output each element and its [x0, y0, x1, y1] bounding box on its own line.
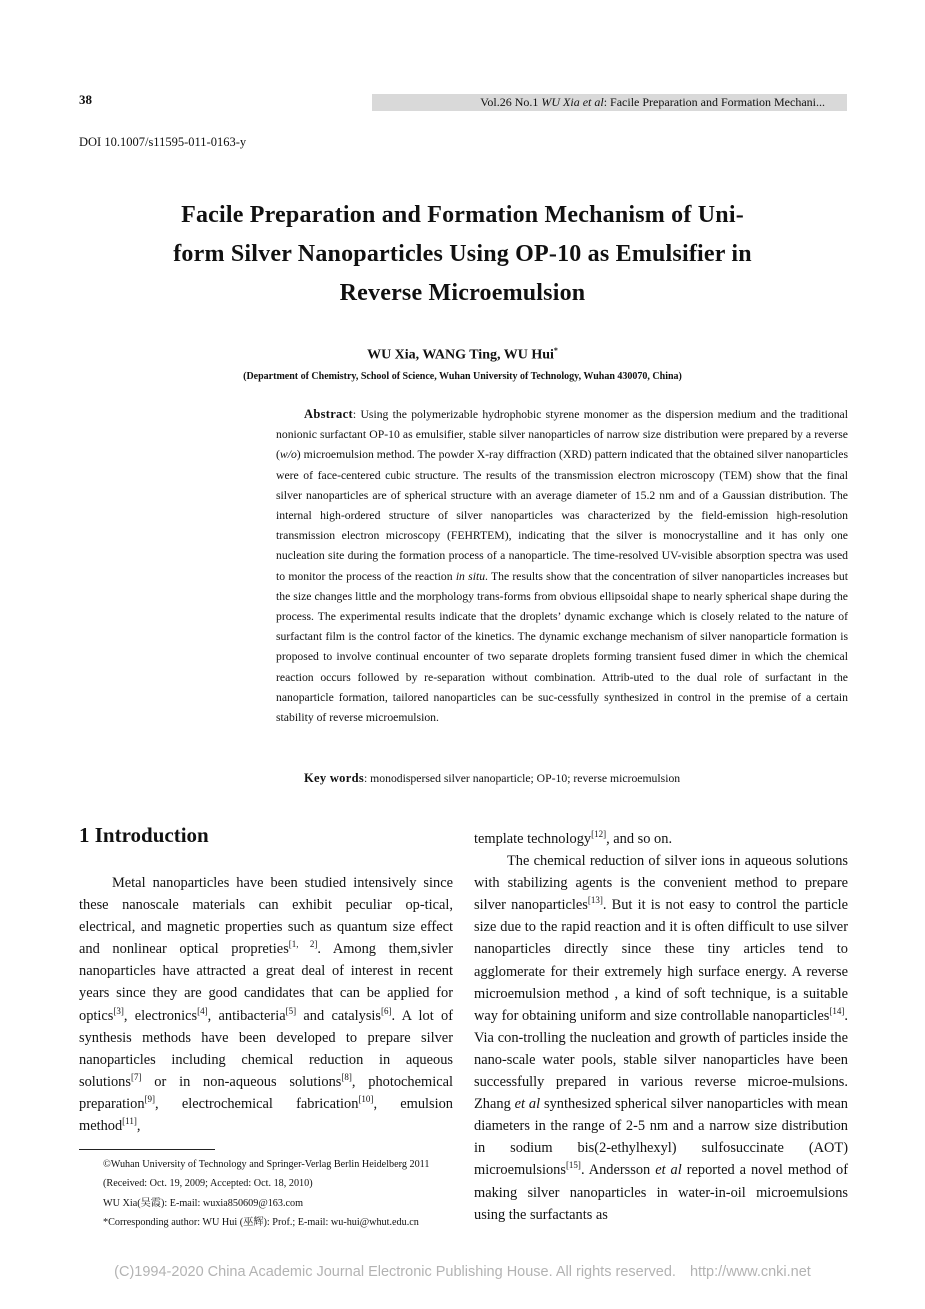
affiliation: (Department of Chemistry, School of Science, Wuhan University of Technology, Wuhan 430070, China): [243, 371, 682, 382]
abstract-text-1: Using the polymerizable hydrophobic styrene monomer as the dispersion medium and the traditional nonionic surfactant OP-10 as emulsifier, stable silver nanoparticles of narrow size distribution were prepared by a reverse (: [276, 408, 848, 462]
section-heading-introduction: 1 Introduction: [79, 823, 209, 847]
body-text: synthesized spherical silver nanoparticles with mean diameters in the range of 2-5 nm and a narrow size distribution in sodium bis(2-ethylhexyl) sulfosuccinate (AOT) microemulsions: [474, 1096, 848, 1179]
body-text: reported a novel method of making silver nanoparticles in water-in-oil microemulsions using the surfactants as: [474, 1162, 848, 1223]
running-head-authors: WU Xia et al: [541, 95, 604, 109]
body-text: and catalysis: [296, 1007, 382, 1024]
body-text: template technology: [474, 831, 592, 847]
footnote-corresponding: *Corresponding author: WU Hui (巫辉): Prof.; E-mail: wu-hui@whut.edu.cn: [103, 1216, 419, 1228]
body-italic: et al: [514, 1096, 541, 1113]
abstract: [276, 404, 848, 728]
footnote-author: WU Xia(吴霞): E-mail: wuxia850609@163.com: [103, 1197, 304, 1209]
body-text: . But it is not easy to control the particle size due to the rapid reaction and it is often difficult to use silver nanoparticles directly since these tiny articles tend to agglomerate for their extremely high surface energy. A reverse microemulsion method , a kind of soft technique, is a suitable way for obtaining uniform and size controllable nanoparticles: [474, 897, 848, 1024]
citation: [5]: [285, 1005, 297, 1016]
footnote-received: (Received: Oct. 19, 2009; Accepted: Oct. 18, 2010): [103, 1178, 313, 1190]
watermark: [0, 1264, 925, 1280]
body-text: , photochemical preparation: [79, 1073, 453, 1112]
abstract-separator: :: [352, 408, 361, 421]
body-text: Metal nanoparticles have been studied intensively since these nanoscale materials can exhibit peculiar op-tical, electrical, and magnetic properties such as quantum size effect and nonlinear optical propreties: [79, 875, 453, 958]
body-text: or in non-aqueous solutions: [141, 1073, 342, 1090]
article-title: [70, 196, 855, 313]
page-number: 38: [79, 92, 92, 107]
title-line-2: form Silver Nanoparticles Using OP-10 as Emulsifier in: [173, 241, 752, 267]
abstract-italic-wo: w/o: [279, 448, 297, 462]
intro-paragraph-2: [474, 850, 848, 1226]
footnote-divider: [79, 1149, 215, 1150]
body-text: . A lot of synthesis methods have been developed to prepare silver nanoparticles including chemical reduction in aqueous solutions: [79, 1007, 453, 1090]
keywords-label: Key words: [304, 771, 364, 785]
body-text: The chemical reduction of silver ions in aqueous solutions with stabilizing agents is the convenient method to prepare silver nanoparticles: [474, 853, 848, 914]
running-head-volume: Vol.26 No.1: [480, 95, 542, 109]
abstract-text-3: . The results show that the concentration of silver nanoparticles increases but the size changes little and the morphology trans-forms from obvious ellipsoidal shape to nearly spherical shape during the process. The experimental results indicate that the droplets’ dynamic exchange which is closely related to the nature of surfactant film is the control factor of the kinetics. The dynamic exchange mechanism of silver nanoparticle formation is proposed to involve continual encounter of two separate droplets forming transient fused dimer in which the chemical reaction occurs followed by re-separation without combination. Attrib-uted to the dual role of surfactant in the nanoparticle formation, tailored nanoparticles can be suc-cessfully synthesized in control in the premise of a certain stability of reverse microemulsion.: [276, 569, 849, 725]
author-names: WU Xia, WANG Ting, WU Hui: [367, 347, 554, 363]
doi: DOI 10.1007/s11595-011-0163-y: [79, 135, 247, 149]
footnote-copyright: ©Wuhan University of Technology and Springer-Verlag Berlin Heidelberg 2011: [103, 1159, 430, 1170]
authors: [0, 346, 925, 364]
keywords-text: monodispersed silver nanoparticle; OP-10; reverse microemulsion: [370, 772, 681, 785]
watermark-text: (C)1994-2020 China Academic Journal Electronic Publishing House. All rights reserved.: [114, 1264, 676, 1280]
citation: [6]: [381, 1005, 392, 1016]
body-italic: et al: [655, 1162, 682, 1179]
keywords-separator: :: [364, 772, 371, 785]
citation: [10]: [358, 1094, 374, 1105]
citation: [9]: [144, 1094, 156, 1105]
citation: [4]: [197, 1005, 208, 1016]
body-text: , electrochemical fabrication: [155, 1095, 359, 1112]
corresponding-mark: *: [553, 346, 558, 355]
body-text: . Via con-trolling the nucleation and growth of particles inside the nano-scale water pools, stable silver nanoparticles have been successfully prepared in various reverse microe-mulsions. Zhang: [474, 1007, 848, 1113]
citation: [8]: [341, 1072, 352, 1083]
abstract-label: Abstract: [304, 407, 353, 421]
keywords: [304, 768, 849, 789]
body-text: , electronics: [123, 1007, 198, 1024]
citation: [15]: [565, 1160, 581, 1171]
body-text: , antibacteria: [207, 1007, 286, 1024]
citation: [13]: [587, 895, 603, 906]
abstract-text-2: ) microemulsion method. The powder X-ray diffraction (XRD) pattern indicated that the obtained silver nanoparticles were of face-centered cubic structure. The results of the transmission electron microscopy (TEM) show that the final silver nanoparticles are of spherical structure with an average diameter of 15.2 nm and of a Gaussian distribution. The internal high-ordered structure of silver nanoparticles was characterized by the field-emission high-resolution transmission electron microscopy (FEHRTEM), indicating that the silver is monocrystalline and it has only one nucleation site during the formation process of a nanoparticle. The time-resolved UV-visible absorption spectra was used to monitor the process of the reaction: [276, 448, 848, 583]
citation: [14]: [829, 1005, 845, 1016]
intro-paragraph-1: [79, 872, 453, 1137]
footnotes: [79, 1155, 451, 1232]
body-text: , emulsion method: [79, 1095, 453, 1135]
citation: [7]: [130, 1072, 142, 1083]
citation: [12]: [591, 829, 607, 840]
title-line-1: Facile Preparation and Formation Mechanism of Uni-: [181, 202, 744, 228]
running-head-title: : Facile Preparation and Formation Mechani...: [603, 95, 825, 109]
right-column: [474, 828, 848, 1226]
left-column: [79, 872, 453, 1137]
citation: [11]: [122, 1116, 137, 1127]
body-text: . Among them,sivler nanoparticles have attracted a great deal of interest in recent years since they are good candidates that can be applied for optics: [79, 941, 453, 1024]
running-head: [372, 94, 847, 111]
title-line-3: Reverse Microemulsion: [339, 280, 586, 306]
citation: [3]: [113, 1005, 124, 1016]
body-text: , and so on.: [606, 831, 673, 847]
watermark-url: http://www.cnki.net: [689, 1264, 811, 1280]
body-text: . Andersson: [580, 1162, 656, 1179]
citation: [1, 2]: [288, 939, 318, 950]
abstract-italic-insitu: in situ: [455, 569, 486, 583]
intro-paragraph-1-continued: [474, 828, 848, 850]
body-text: ,: [136, 1118, 141, 1135]
